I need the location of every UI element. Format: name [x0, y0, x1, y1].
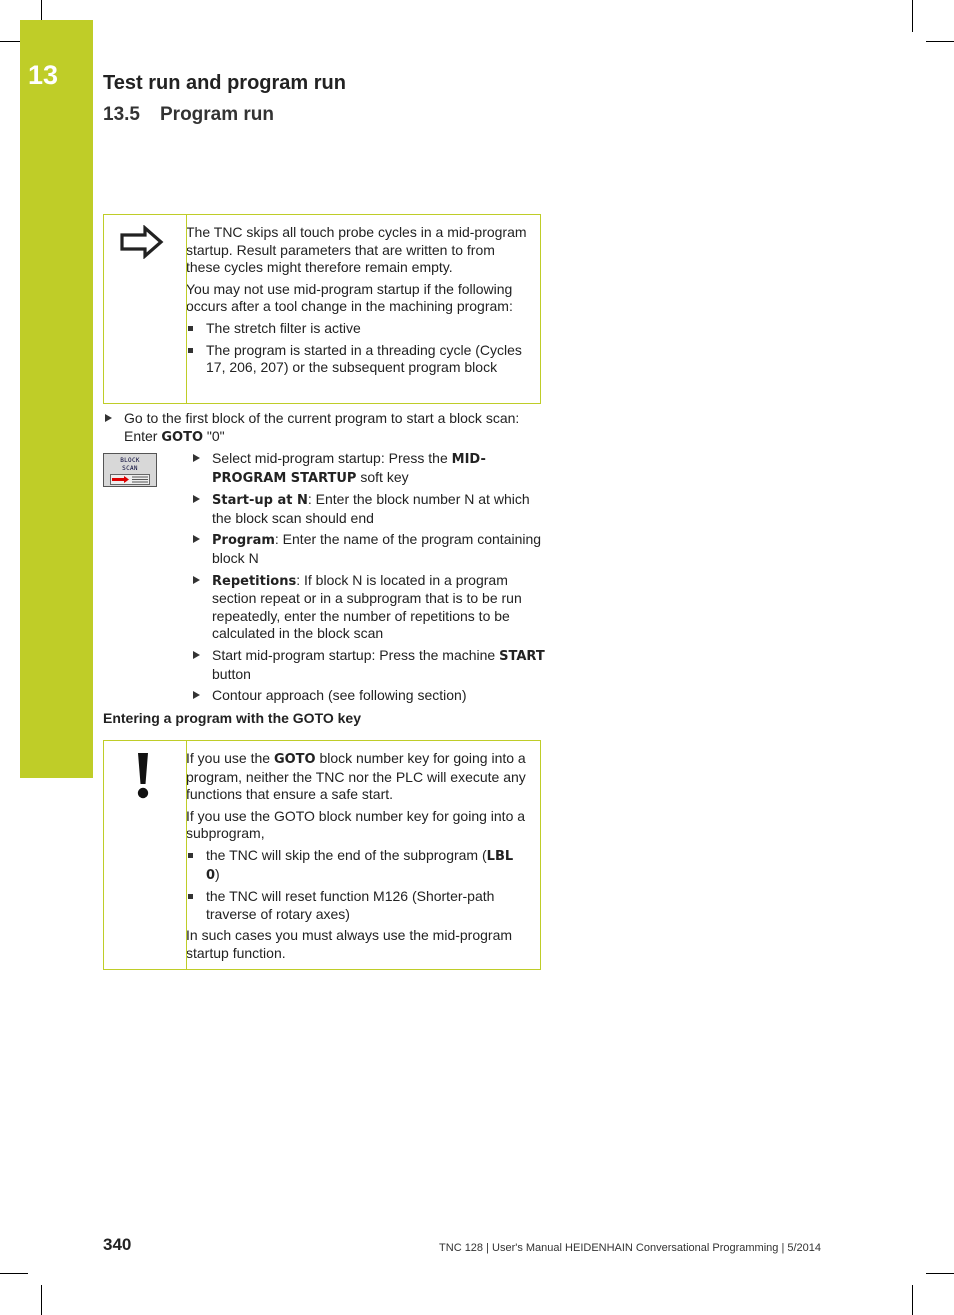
step-arrow-icon: [193, 535, 200, 543]
key-name: Start-up at N: [212, 493, 308, 509]
key-name: LBL 0: [206, 848, 514, 883]
page-number: 340: [103, 1235, 132, 1254]
step-text: Go to the first block of the current program to start a block scan: Enter: [124, 410, 520, 444]
note-icon-column: [104, 215, 187, 403]
crop-mark: [0, 1273, 28, 1274]
key-name: Repetitions: [212, 573, 297, 589]
chapter-sidebar: [20, 20, 93, 778]
note-paragraph: The TNC skips all touch probe cycles in a mid-program startup. Result parameters that are written to from these cycles might therefore remain empty.: [186, 224, 527, 276]
crop-mark: [926, 41, 954, 42]
key-name: MID-PROGRAM STARTUP: [212, 452, 486, 486]
step-text: "0": [203, 427, 225, 444]
footer-text: TNC 128 | User's Manual HEIDENHAIN Conversational Programming | 5/2014: [439, 1242, 821, 1254]
step-text: : If block N is located in a program section repeat or in a subprogram that is to be run repeatedly, enter the number of repetitions to be calculated in the block scan: [212, 571, 522, 642]
bullet-item: the TNC will skip the end of the subprogram (LBL 0): [186, 847, 530, 884]
note-box: [103, 214, 541, 404]
step-item: [191, 687, 546, 706]
crop-mark: [41, 1285, 42, 1315]
step-item: [191, 450, 546, 487]
key-name: START: [499, 648, 545, 664]
step-arrow-icon: [193, 495, 200, 503]
note-paragraph: If you use the GOTO block number key for going into a subprogram,: [186, 807, 526, 842]
step-arrow-icon: [193, 651, 200, 659]
step-list: [191, 450, 546, 710]
warning-box: [103, 740, 541, 970]
key-name: GOTO: [273, 752, 316, 767]
crop-mark: [912, 0, 913, 32]
step-arrow-icon: [105, 414, 112, 422]
note-paragraph: You may not use mid-program startup if the following occurs after a tool change in the machining program:: [186, 280, 513, 315]
note-icon-column: [104, 741, 187, 969]
note-paragraph: If you use the GOTO block number key for going into a program, neither the TNC nor the PLC will execute any functions that ensure a safe start.: [186, 750, 526, 803]
note-content: [186, 215, 540, 389]
section-name: Program run: [160, 104, 275, 125]
step-text: : Enter the name of the program containing block N: [212, 531, 542, 566]
crop-mark: [0, 41, 20, 42]
step-arrow-icon: [193, 576, 200, 584]
block-scan-softkey-icon: [103, 453, 157, 487]
chapter-title: Test run and program run: [103, 72, 346, 94]
softkey-graphic: [110, 474, 150, 485]
bullet-item: the TNC will reset function M126 (Shorter-path traverse of rotary axes): [186, 888, 530, 923]
step-item: [191, 491, 546, 527]
softkey-label: SCAN: [122, 465, 138, 472]
step-item: [191, 572, 546, 643]
crop-mark: [926, 1273, 954, 1274]
section-title: [103, 104, 274, 126]
step-item: [191, 647, 546, 683]
step-item: [191, 531, 546, 567]
step-text: button: [212, 665, 251, 682]
step-text: Select mid-program startup: Press the: [212, 450, 452, 466]
crop-mark: [912, 1285, 913, 1315]
step-arrow-icon: [193, 691, 200, 699]
note-paragraph: In such cases you must always use the mid-program startup function.: [186, 927, 513, 961]
step-text: : Enter the block number N at which the block scan should end: [212, 491, 530, 526]
chapter-number: 13: [28, 60, 59, 90]
note-content: [186, 741, 540, 975]
bullet-item: The program is started in a threading cycle (Cycles 17, 206, 207) or the subsequent program block: [186, 342, 530, 377]
softkey-label: BLOCK: [120, 457, 140, 464]
step-arrow-icon: [193, 454, 200, 462]
key-name: Program: [212, 533, 275, 549]
step-text: soft key: [356, 468, 409, 485]
bullet-item: The stretch filter is active: [186, 320, 530, 338]
key-name: GOTO: [161, 429, 203, 445]
step-text: Contour approach (see following section): [212, 687, 467, 704]
step-goto: [103, 410, 548, 446]
subheading: Entering a program with the GOTO key: [103, 710, 362, 726]
step-text: Start mid-program startup: Press the machine: [212, 646, 500, 663]
exclamation-icon: [133, 751, 153, 801]
arrow-right-icon: [119, 225, 165, 259]
crop-mark: [41, 0, 42, 20]
section-number: 13.5: [103, 104, 140, 125]
